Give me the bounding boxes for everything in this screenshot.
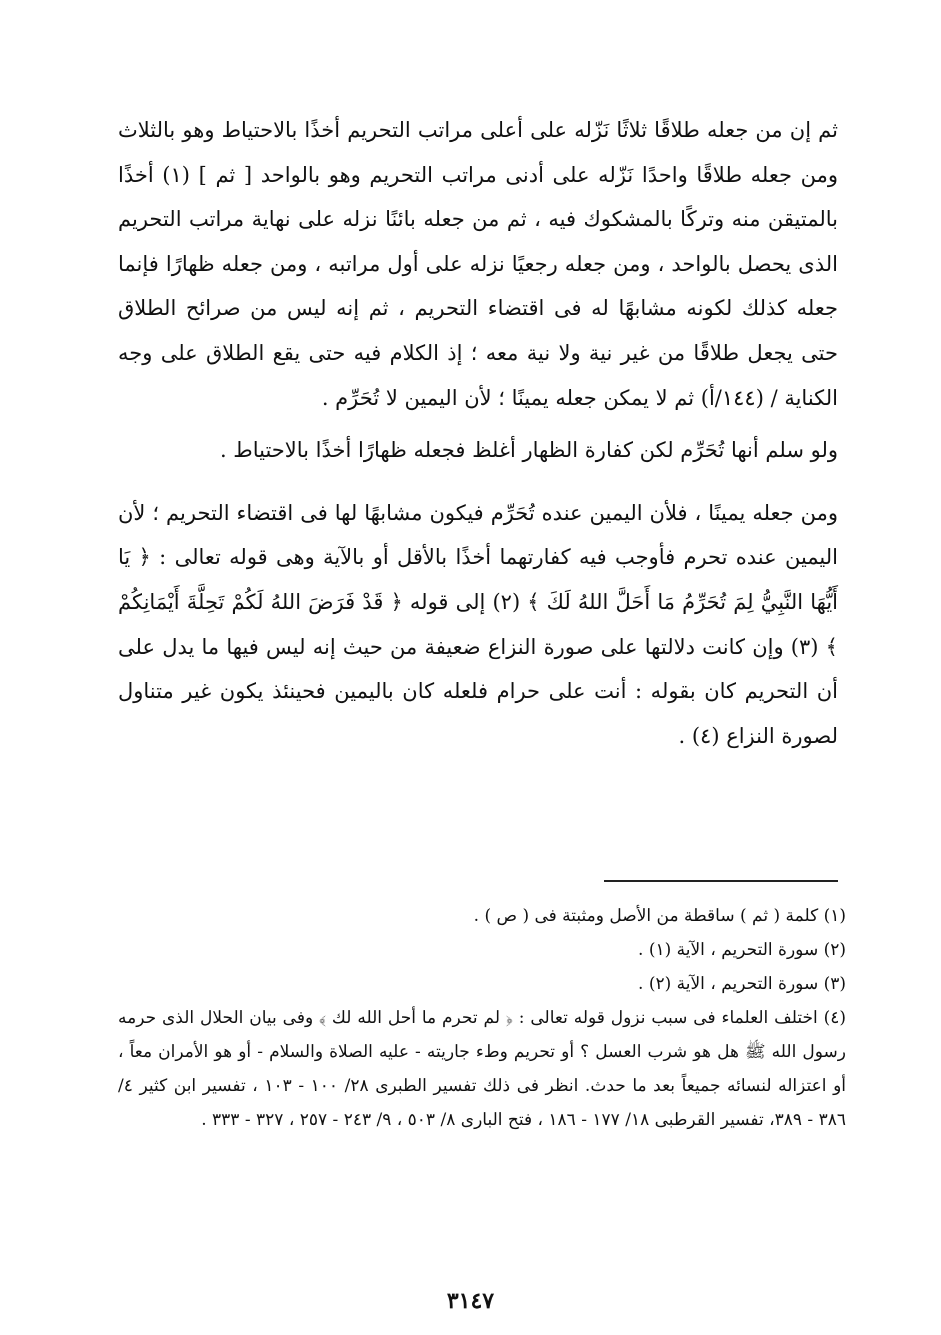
footnote-1: (١) كلمة ( ثم ) ساقطة من الأصل ومثبتة فى ( ص ) .: [473, 906, 846, 926]
paragraph-1: ثم إن من جعله طلاقًا ثلاثًا نَزّله على أعلى مراتب التحريم أخذًا بالاحتياط وهو بالثلاث ومن جعله طلاقًا واحدًا نَزّله على أدنى مراتب التحريم وهو بالواحد [ ثم ] (١) أخذًا بالمتيقن منه وتركًا بالمشكوك فيه ، ثم من جعله بائنًا نزله على نهاية مراتب التحريم الذى يحصل بالواحد ، ومن جعله رجعيًا نزله على أول مراتبه ، ومن جعله ظهارًا فإنما جعله كذلك لكونه مشابهًا له فى اقتضاء التحريم ، ثم إنه ليس من صرائح الطلاق حتى يجعل طلاقًا من غير نية ولا نية معه ؛ إذ الكلام فيه حتى يقع الطلاق على وجه الكناية / (١٤٤/أ) ثم لا يمكن جعله يمينًا ؛ لأن اليمين لا تُحَرِّم .: [118, 118, 839, 410]
paragraph-3: ومن جعله يمينًا ، فلأن اليمين عنده تُحَرِّم فيكون مشابهًا لها فى اقتضاء التحريم ؛ لأن اليمين عنده تحرم فأوجب فيه كفارتهما أخذًا بالأقل أو بالآية وهى قوله تعالى : ﴿ يَا أَيُّهَا النَّبِيُّ لِمَ تُحَرِّمُ مَا أَحَلَّ اللهُ لَكَ ﴾ (٢) إلى قوله ﴿ قَدْ فَرَضَ اللهُ لَكُمْ تَحِلَّةَ أَيْمَانِكُمْ ﴾ (٣) وإن كانت دلالتها على صورة النزاع ضعيفة من حيث إنه ليس فيها ما يدل على أن التحريم كان بقوله : أنت على حرام فلعله كان باليمين فحينئذ يكون غير متناول لصورة النزاع (٤) .: [118, 500, 838, 748]
footnote-3: (٣) سورة التحريم ، الآية (٢) .: [638, 974, 846, 994]
footnote-4: (٤) اختلف العلماء فى سبب نزول قوله تعالى : ﴿ لم تحرم ما أحل الله لك ﴾ وفى بيان الحلال الذى حرمه رسول الله ﷺ هل هو شرب العسل ؟ أو تحريم وطء جاريته - عليه الصلاة والسلام - أو هو الأمران معاً ، أو اعتزاله لنسائه جميعاً بعد ما حدث. انظر فى ذلك تفسير الطبرى ٢٨/ ١٠٠ - ١٠٣ ، تفسير ابن كثير ٤/ ٣٨٦ - ٣٨٩، تفسير القرطبى ١٨/ ١٧٧ - ١٨٦ ، فتح البارى ٨/ ٥٠٣ ، ٩/ ٢٤٣ - ٢٥٧ ، ٣٢٧ - ٣٣٣ .: [118, 1008, 847, 1130]
main-text: [118, 108, 838, 758]
page-number: ٣١٤٧: [446, 1288, 495, 1314]
footnotes: [118, 899, 846, 1137]
footnote-separator: [604, 880, 838, 882]
paragraph-2: ولو سلم أنها تُحَرِّم لكن كفارة الظهار أغلظ فجعله ظهارًا أخذًا بالاحتياط .: [219, 438, 838, 463]
footnote-2: (٢) سورة التحريم ، الآية (١) .: [638, 940, 846, 960]
